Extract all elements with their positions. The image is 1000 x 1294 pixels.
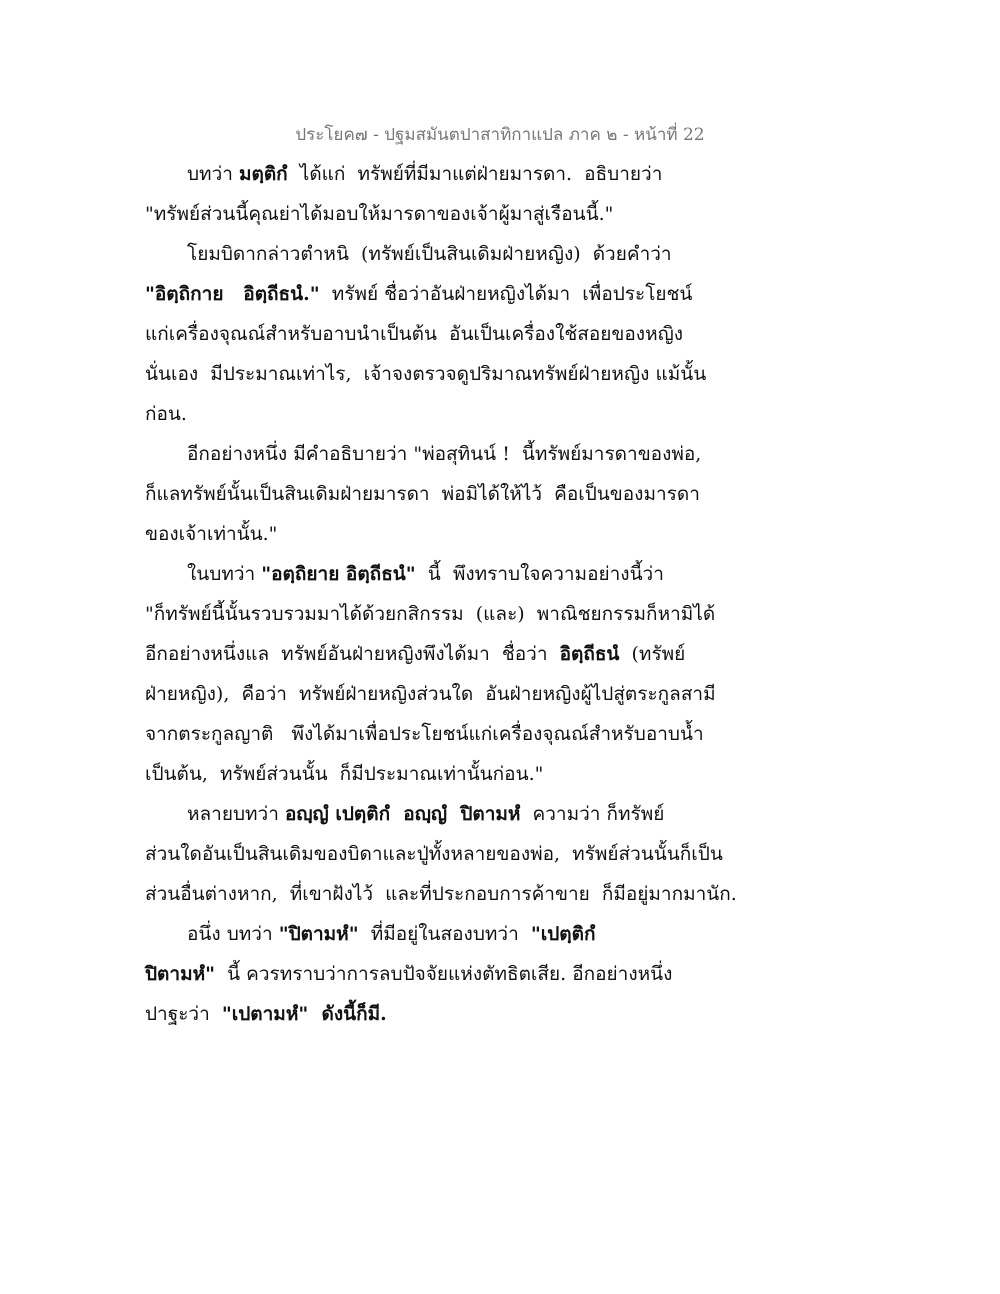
- text-segment: ส่วนอื่นต่างหาก, ที่เขาฝังไว้ และที่ประกอบการค้าขาย ก็มีอยู่มากมานัก.: [145, 883, 737, 905]
- text-line: [145, 354, 855, 394]
- text-line: [145, 834, 855, 874]
- text-segment: ฝ่ายหญิง), คือว่า ทรัพย์ฝ่ายหญิงส่วนใด อันฝ่ายหญิงผู้ไปสู่ตระกูลสามี: [145, 683, 716, 705]
- running-header: ประโยค๗ - ปฐมสมันตปาสาทิกาแปล ภาค ๒ - หน้าที่ 22: [295, 125, 705, 145]
- text-line: [145, 394, 855, 434]
- bold-term: "เปตามหํ": [221, 1003, 309, 1025]
- text-segment: เป็นต้น, ทรัพย์ส่วนนั้น ก็มีประมาณเท่านั้นก่อน.": [145, 763, 544, 785]
- text-line: [145, 514, 855, 554]
- bold-term: มตฺติกํ: [238, 163, 288, 185]
- text-segment: นี้ พึงทราบใจความอย่างนี้ว่า: [415, 563, 664, 585]
- text-segment: ความว่า ก็ทรัพย์: [520, 803, 665, 825]
- text-segment: ของเจ้าเท่านั้น.": [145, 523, 278, 545]
- text-segment: "ก็ทรัพย์นี้นั้นรวบรวมมาได้ด้วยกสิกรรม (และ) พาณิชยกรรมก็หามิได้: [145, 603, 716, 625]
- bold-term: "อิตฺถิกาย อิตฺถีธนํ.": [145, 283, 320, 305]
- text-segment: นี้ ควรทราบว่าการลบปัจจัยแห่งตัทธิตเสีย. อีกอย่างหนึ่ง: [215, 963, 673, 985]
- text-segment: ในบทว่า: [187, 563, 262, 585]
- paragraph-first-line: [145, 234, 855, 274]
- text-segment: ทรัพย์ ชื่อว่าอันฝ่ายหญิงได้มา เพื่อประโยชน์: [319, 283, 693, 305]
- text-line: [145, 674, 855, 714]
- text-segment: โยมบิดากล่าวตำหนิ (ทรัพย์เป็นสินเดิมฝ่ายหญิง) ด้วยคำว่า: [187, 243, 672, 265]
- bold-term: "อตฺถิยาย อิตฺถีธนํ": [261, 563, 416, 585]
- text-segment: อนึ่ง บทว่า: [187, 923, 279, 945]
- paragraph-first-line: [145, 154, 855, 194]
- text-segment: ก่อน.: [145, 403, 187, 425]
- body-text: [145, 154, 855, 1034]
- text-segment: "ทรัพย์ส่วนนี้คุณย่าได้มอบให้มารดาของเจ้าผู้มาสู่เรือนนี้.": [145, 203, 614, 225]
- text-line: [145, 594, 855, 634]
- text-line: [145, 954, 855, 994]
- text-segment: แก่เครื่องจุณณ์สำหรับอาบนำเป็นต้น อันเป็นเครื่องใช้สอยของหญิง: [145, 323, 684, 345]
- text-line: [145, 714, 855, 754]
- text-segment: ได้แก่ ทรัพย์ที่มีมาแต่ฝ่ายมารดา. อธิบายว่า: [287, 163, 663, 185]
- text-line: [145, 274, 855, 314]
- paragraph-first-line: [145, 434, 855, 474]
- text-line: [145, 314, 855, 354]
- text-segment: ที่มีอยู่ในสองบทว่า: [358, 923, 531, 945]
- text-line: [145, 634, 855, 674]
- text-line: [145, 754, 855, 794]
- bold-term: ดังนี้ก็มี.: [308, 1003, 387, 1025]
- text-segment: จากตระกูลญาติ พึงได้มาเพื่อประโยชน์แก่เครื่องจุณณ์สำหรับอาบน้ำ: [145, 723, 704, 745]
- text-line: [145, 194, 855, 234]
- text-segment: นั่นเอง มีประมาณเท่าไร, เจ้าจงตรวจดูปริมาณทรัพย์ฝ่ายหญิง แม้นั้น: [145, 363, 707, 385]
- text-segment: (ทรัพย์: [619, 643, 686, 665]
- text-line: [145, 874, 855, 914]
- text-segment: ส่วนใดอันเป็นสินเดิมของบิดาและปู่ทั้งหลายของพ่อ, ทรัพย์ส่วนนั้นก็เป็น: [145, 843, 723, 865]
- paragraph-first-line: [145, 554, 855, 594]
- text-line: [145, 474, 855, 514]
- bold-term: อญฺญํ เปตฺติกํ อญฺญํ ปิตามหํ: [284, 803, 521, 825]
- text-segment: บทว่า: [187, 163, 239, 185]
- text-segment: อีกอย่างหนึ่ง มีคำอธิบายว่า "พ่อสุทินน์ ! นี้ทรัพย์มารดาของพ่อ,: [187, 443, 702, 465]
- text-segment: ก็แลทรัพย์นั้นเป็นสินเดิมฝ่ายมารดา พ่อมิได้ให้ไว้ คือเป็นของมารดา: [145, 483, 700, 505]
- text-line: [145, 994, 855, 1034]
- bold-term: "ปิตามหํ": [278, 923, 359, 945]
- text-segment: ปาฐะว่า: [145, 1003, 222, 1025]
- bold-term: "เปตฺติกํ: [530, 923, 596, 945]
- bold-term: อิตฺถีธนํ: [559, 643, 620, 665]
- paragraph-first-line: [145, 914, 855, 954]
- text-segment: หลายบทว่า: [187, 803, 285, 825]
- bold-term: ปิตามหํ": [145, 963, 216, 985]
- text-segment: อีกอย่างหนึ่งแล ทรัพย์อันฝ่ายหญิงพึงได้มา ชื่อว่า: [145, 643, 560, 665]
- paragraph-first-line: [145, 794, 855, 834]
